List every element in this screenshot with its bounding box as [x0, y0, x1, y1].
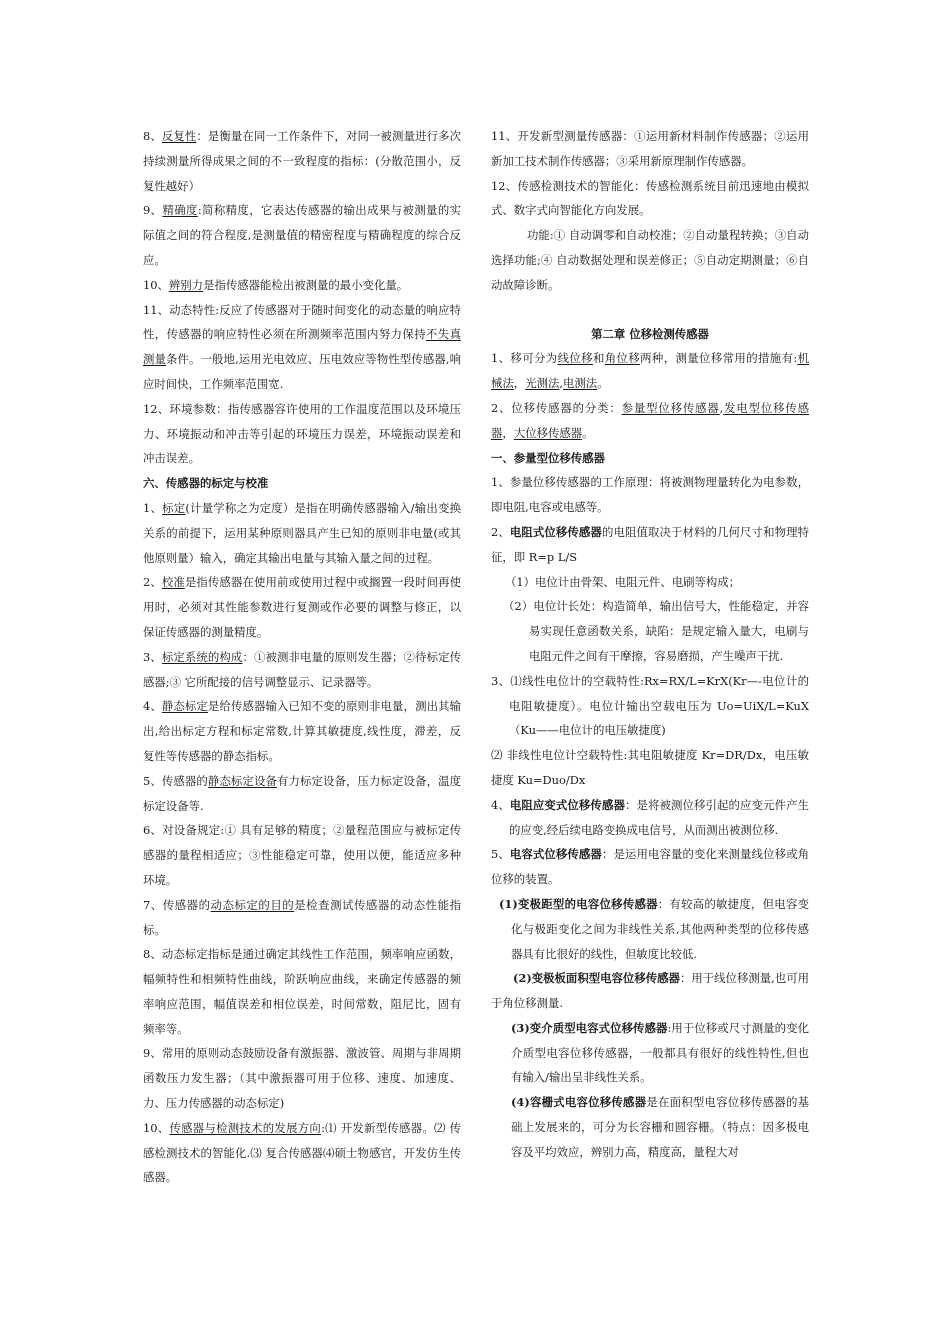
- term-strain-sensor: 电阻应变式位移传感器: [509, 797, 625, 812]
- term-mechanical-method: 机械法: [491, 351, 809, 391]
- term-development-direction: 传感器与检测技术的发展方向: [169, 1120, 322, 1135]
- term-repeatability: 反复性: [161, 129, 197, 143]
- right-column: [491, 124, 809, 1165]
- para-repeatability: 8、反复性：是衡量在同一工作条件下，对同一被测量进行多次持续测量所得成果之间的不一致程度的指标：(分散范围小，反复性越好）: [143, 129, 461, 193]
- term-recalibration: 校准: [161, 575, 185, 590]
- para-displacement-types: 1、移可分为线位移和角位移两种，测量位移常用的措施有:机械法，光测法,电测法。: [491, 351, 809, 391]
- term-variable-area: (2)变极板面积型电容位移传感器: [513, 971, 680, 986]
- section-heading-parametric: 一、参量型位移传感器: [491, 450, 605, 465]
- para-static-calibration: 4、静态标定是给传感器输入已知不变的原则非电量，测出其输出,给出标定方程和标定常数,计算其敏捷度,线性度，滞差，反复性等传感器的静态指标。: [143, 699, 461, 763]
- para-nonlinear-potentiometer: ⑵ 非线性电位计空载特性:其电阻敏捷度 Kr=DR/Dx，电压敏捷度 Ku=Duo/Dx: [491, 748, 809, 787]
- para-linear-potentiometer: 3、⑴线性电位计的空载特性:Rx=RX/L=KrX(Kr—-电位计的电阻敏捷度）。电位计输出空载电压为 Uo=UiX/L=KuX（Ku——电位计的电压敏捷度): [491, 673, 809, 738]
- para-functions: 功能:① 自动调零和自动校准；②自动量程转换；③自动选择功能;④ 自动数据处理和误差修正；⑤自动定期测量；⑥自动故障诊断。: [491, 228, 809, 292]
- para-calibration-def: 1、标定(计量学称之为定度）是指在明确传感器输入/输出变换关系的前提下，运用某种原则器具产生已知的原则非电量(或其他原则量）输入，确定其输出电量与其输入量之间的过程。: [143, 500, 461, 565]
- para-recalibration: 2、校准是指传感器在使用前或使用过程中或搁置一段时间再使用时，必须对其性能参数进行复测或作必要的调整与修正，以保证传感器的测量精度。: [143, 575, 461, 639]
- left-column: [143, 124, 461, 1190]
- term-linear-displacement: 线位移: [557, 351, 593, 366]
- para-dynamic: 11、动态特性:反应了传感器对于随时间变化的动态量的响应特性，传感器的响应特性必须在所测频率范围内努力保持不失真测量条件。一般地,运用光电效应、压电效应等物性型传感器,响应时间快，工作频率范围宽.: [143, 302, 461, 391]
- para-variable-dielectric: (3)变介质型电容式位移传感器:用于位移或尺寸测量的变化介质型电容位移传感器，一般都具有很好的线性特性,但也有输入/输出呈非线性关系。: [511, 1020, 809, 1085]
- term-resistive-sensor: 电阻式位移传感器: [509, 524, 602, 539]
- para-static-equipment: 5、传感器的静态标定设备有力标定设备，压力标定设备，温度标定设备等.: [143, 773, 461, 813]
- spacer: [491, 298, 809, 322]
- para-capacitive-grating: (4)容栅式电容位移传感器是在面积型电容位移传感器的基础上发展来的，可分为长容栅和圆容栅。（特点：因多极电容及平均效应，辨别力高，精度高，量程大对: [511, 1095, 809, 1159]
- term-capacitive-sensor: 电容式位移传感器: [509, 847, 602, 862]
- term-undistorted: 不失真测量: [143, 327, 461, 367]
- term-variable-dielectric: (3)变介质型电容式位移传感器: [511, 1020, 668, 1035]
- para-resolution: 10、辨别力是指传感器能检出被测量的最小变化量。: [143, 277, 409, 292]
- para-strain-sensor: 4、电阻应变式位移传感器：是将被测位移引起的应变元件产生的应变,经后续电路变换成电信号，从而测出被测位移.: [491, 797, 809, 837]
- para-calibration-system: 3、标定系统的构成：①被测非电量的原则发生器；②待标定传感器;③ 它所配接的信号调整显示、记录器等。: [143, 649, 461, 689]
- term-large-displacement-sensor: 大位移传感器: [513, 425, 583, 440]
- para-potentiometer-parts: （1）电位计由骨架、电阻元件、电刷等构成；: [505, 574, 741, 589]
- para-equipment-requirements: 6、对设备规定:① 具有足够的精度；②量程范围应与被标定传感器的量程相适应；③性能稳定可靠，使用以便，能适应多种环境。: [143, 823, 461, 887]
- term-calibration: 标定: [162, 500, 186, 515]
- term-accuracy: 精确度: [162, 203, 198, 218]
- term-optical-method: 光测法: [525, 376, 560, 391]
- section-heading-calibration: 六、传感器的标定与校准: [143, 476, 269, 491]
- para-variable-area: (2)变极板面积型电容位移传感器：用于线位移测量,也可用于角位移测量.: [491, 971, 809, 1011]
- term-angular-displacement: 角位移: [604, 351, 641, 366]
- term-electrical-method: 电测法: [563, 376, 598, 391]
- term-resolution: 辨别力: [168, 277, 204, 292]
- term-static-equipment: 静态标定设备: [207, 773, 277, 788]
- term-parametric-sensor: 参量型位移传感器: [621, 400, 720, 415]
- para-development-direction: 10、传感器与检测技术的发展方向:⑴ 开发新型传感器。⑵ 传感检测技术的智能化.⑶ 复合传感器⑷硕士物感官，开发仿生传感器。: [143, 1120, 461, 1185]
- term-static-calibration: 静态标定: [161, 699, 208, 714]
- para-accuracy: 9、精确度:简称精度，它表达传感器的输出成果与被测量的实际值之间的符合程度,是测量值的精密程度与精确程度的综合反应。: [143, 203, 461, 267]
- para-resistive-sensor: 2、电阻式位移传感器的电阻值取决于材料的几何尺寸和物理特征，即 R=p L/S: [491, 524, 809, 564]
- term-dynamic-calibration-purpose: 动态标定的目的: [210, 897, 295, 912]
- para-variable-gap: (1)变极距型的电容位移传感器：有较高的敏捷度，但电容变化与极距变化之间为非线性关系,其他两种类型的位移传感器具有比很好的线性，但敏度比较低.: [499, 896, 809, 961]
- para-dynamic-indicators: 8、动态标定指标是通过确定其线性工作范围，频率响应函数，幅频特性和相频特性曲线，阶跃响应曲线，来确定传感器的频率响应范围，幅值误差和相位误差，时间常数，阻尼比，固有频率等。: [143, 947, 461, 1036]
- para-sensor-classification: 2、位移传感器的分类：参量型位移传感器,发电型位移传感器，大位移传感器。: [491, 400, 809, 440]
- para-environment: 12、环境参数：指传感器容许使用的工作温度范围以及环境压力、环境振动和冲击等引起的环境压力误差，环境振动误差和冲击误差。: [143, 401, 461, 466]
- para-capacitive-sensor: 5、电容式位移传感器：是运用电容量的变化来测量线位移或角位移的装置。: [491, 847, 809, 887]
- term-variable-gap: (1)变极距型的电容位移传感器: [499, 896, 658, 911]
- chapter-title: 第二章 位移检测传感器: [591, 326, 709, 341]
- term-calibration-system: 标定系统的构成: [161, 649, 243, 664]
- para-dynamic-calibration: 7、传感器的动态标定的目的是检查测试传感器的动态性能指标。: [143, 897, 461, 937]
- term-capacitive-grating: (4)容栅式电容位移传感器: [511, 1095, 647, 1110]
- para-excitation-equipment: 9、常用的原则动态鼓励设备有激振器、激波管、周期与非周期函数压力发生器；（其中激振器可用于位移、速度、加速度、力、压力传感器的动态标定): [143, 1046, 461, 1111]
- para-new-sensors: 11、开发新型测量传感器：①运用新材料制作传感器；②运用新加工技术制作传感器；③采用新原理制作传感器。: [491, 129, 809, 168]
- term-generator-sensor: 发电型位移传感器: [491, 400, 809, 440]
- para-potentiometer-pros-cons: （2）电位计长处：构造简单，输出信号大，性能稳定，并容易实现任意函数关系，缺陷：是规定输入量大，电刷与电阻元件之间有干摩擦，容易磨损，产生噪声干扰.: [503, 599, 809, 663]
- para-parametric-principle: 1、参量位移传感器的工作原理：将被测物理量转化为电参数，即电阻,电容或电感等。: [491, 475, 809, 515]
- para-intelligent-detection: 12、传感检测技术的智能化：传感检测系统目前迅速地由模拟式、数字式向智能化方向发展。: [491, 178, 809, 218]
